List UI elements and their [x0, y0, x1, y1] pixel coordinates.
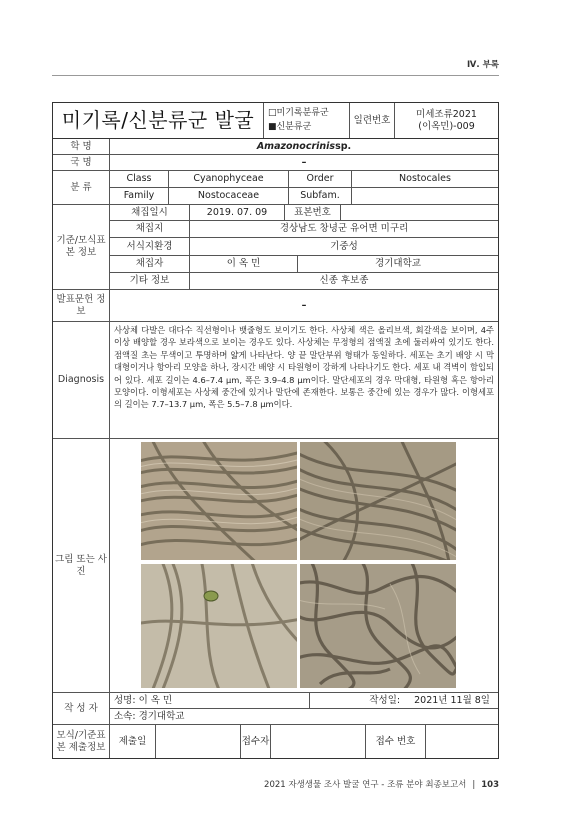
collection-site-label: 채집지 — [110, 221, 190, 237]
submit-date-label: 제출일 — [110, 725, 156, 758]
genus-name: Amazonocrinis — [256, 140, 336, 152]
author-date — [310, 693, 498, 708]
figure-area — [110, 439, 498, 690]
class-label: Class — [110, 171, 169, 187]
submission-row — [53, 725, 498, 758]
collection-date-value: 2019. 07. 09 — [190, 205, 285, 220]
receiver-value — [271, 725, 366, 758]
order-label: Order — [289, 171, 352, 187]
family-value: Nostocaceae — [169, 188, 289, 204]
option-new-taxon: ■신분류군 — [268, 121, 312, 132]
collector-label: 채집자 — [110, 256, 190, 272]
receiver-label: 접수자 — [241, 725, 271, 758]
korean-name-label: 국 명 — [53, 155, 110, 170]
author-date-label: 작성일: — [369, 694, 401, 706]
collection-date-label: 채집일시 — [110, 205, 190, 220]
author-label: 작 성 자 — [53, 693, 110, 724]
form-title: 미기록/신분류군 발굴 — [53, 103, 264, 138]
author-name: 성명: 이 옥 민 — [110, 693, 310, 708]
micrograph-2 — [300, 442, 456, 560]
subfamily-value — [352, 188, 498, 204]
micrograph-3 — [141, 564, 297, 688]
diagnosis-text: 사상체 다발은 대다수 직선형이나 뱃줄형도 보이기도 한다. 사상체 색은 올리브색, 회갈색을 보이며, 4주 이상 배양할 경우 보라색으로 보이는 경우도 있다. 사상체는 무정형의 점액질 초에 둘러싸여 있기도 한다. 점액질 초는 무색이고 투명하며 얇게 나타난다. 양 끝 말단부위 형태가 동일하다. 세포는 초기 배양 시 막대형이거나 항아리 모양을 하나, 장시간 배양 시 타원형이 강하게 나타나기도 한다. 세포 내 격벽이 함입되어 있다. 세포 길이는 4.6–7.4 μm, 폭은 3.9–4.8 μm이다. 말단세포의 경우 막대형, 타원형 혹은 항아리 모양이다. 이형세포는 사상체 중간에 있거나 말단에 존재한다. 보통은 중간에 있는 경우가 많다. 이형세포의 길이는 7.7–13.7 μm, 폭은 5.5–7.8 μm이다. — [114, 325, 494, 410]
header-rule — [52, 75, 499, 76]
publication-label: 발표문헌 정보 — [53, 290, 110, 321]
diagnosis-label: Diagnosis — [53, 322, 110, 438]
title-options — [264, 103, 350, 138]
other-info-value: 신종 후보종 — [319, 274, 369, 286]
publication-value: – — [301, 299, 307, 311]
scientific-name-row — [53, 139, 498, 155]
page-footer: 2021 자생생물 조사 발굴 연구 - 조류 분야 최종보고서 | 103 — [264, 780, 499, 790]
section-header: Ⅳ. 부록 — [467, 60, 499, 70]
footer-text: 2021 자생생물 조사 발굴 연구 - 조류 분야 최종보고서 — [264, 780, 467, 790]
submit-date-value — [156, 725, 241, 758]
collector-value: 이 옥 민 — [190, 256, 298, 272]
specimen-number-label: 표본번호 — [285, 205, 341, 220]
korean-name-value: – — [301, 156, 307, 168]
author-row — [53, 693, 498, 725]
serial-line-2: (이옥민)-009 — [418, 120, 475, 132]
specimen-grid — [110, 205, 498, 289]
habitat-label: 서식지환경 — [110, 238, 190, 254]
order-value: Nostocales — [399, 173, 451, 185]
figure-row — [53, 439, 498, 693]
figure-label: 그림 또는 사진 — [53, 439, 110, 692]
option-unrecorded: □미기록분류군 — [268, 108, 329, 119]
scientific-name-value — [110, 139, 498, 154]
class-value: Cyanophyceae — [169, 171, 289, 187]
receipt-number-label: 접수 번호 — [366, 725, 426, 758]
classification-grid — [110, 171, 498, 204]
family-label: Family — [110, 188, 169, 204]
habitat-value: 기중성 — [330, 240, 358, 252]
micrograph-4 — [300, 564, 456, 688]
classification-row — [53, 171, 498, 205]
record-form — [52, 102, 499, 759]
subfamily-label: Subfam. — [289, 188, 352, 204]
micrograph-1 — [141, 442, 297, 560]
serial-line-1: 미세조류2021 — [416, 108, 477, 120]
submission-label: 모식/기준표 본 제출정보 — [53, 725, 110, 758]
specimen-row — [53, 205, 498, 290]
classification-label: 분 류 — [53, 171, 110, 204]
receipt-number-value — [426, 725, 498, 758]
page-number: 103 — [481, 780, 499, 790]
specimen-number-value — [341, 205, 498, 220]
diagnosis-row — [53, 322, 498, 439]
korean-name-row — [53, 155, 498, 171]
title-row — [53, 103, 498, 139]
author-affiliation: 소속: 경기대학교 — [114, 710, 185, 722]
publication-row — [53, 290, 498, 322]
scientific-name-label: 학 명 — [53, 139, 110, 154]
collector-affiliation: 경기대학교 — [375, 257, 421, 269]
other-info-label: 기타 정보 — [110, 273, 190, 289]
specimen-label: 기준/모식표 본 정보 — [53, 205, 110, 289]
serial-number — [395, 103, 498, 138]
collection-site-value: 경상남도 창녕군 유어면 미구리 — [279, 223, 409, 235]
species-abbrev: sp. — [335, 140, 352, 152]
serial-label: 일련번호 — [350, 103, 395, 138]
author-date-value: 2021년 11월 8일 — [414, 694, 490, 706]
